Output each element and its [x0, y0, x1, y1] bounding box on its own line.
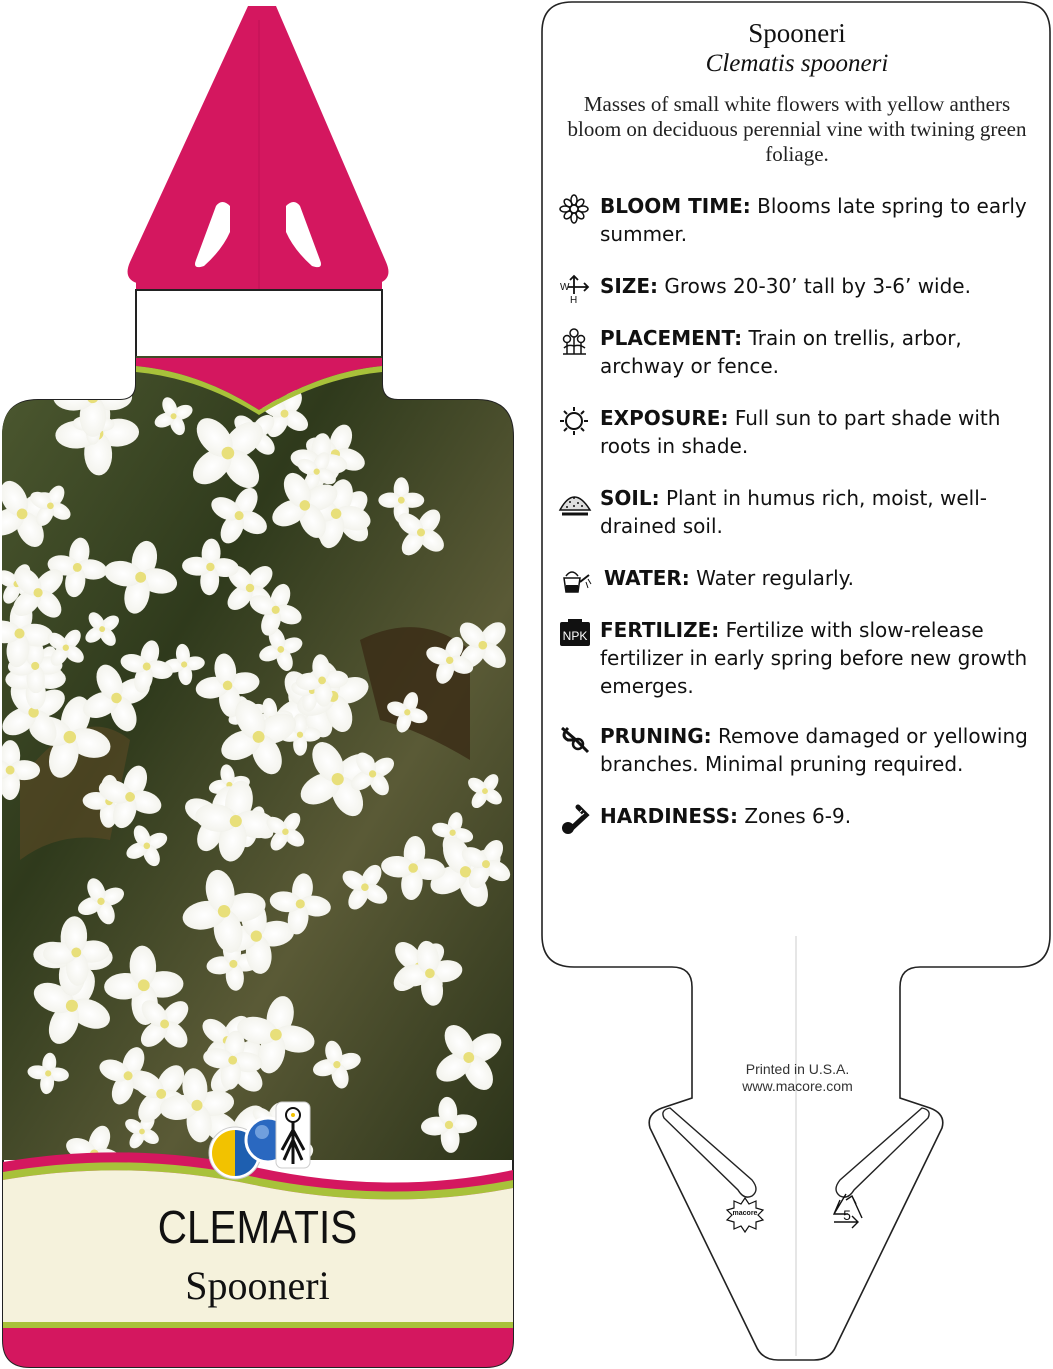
printed-info [700, 1061, 895, 1095]
care-text: Fertilize with slow-release fertilizer in early spring before new growth emerges. [600, 618, 1028, 698]
care-label: BLOOM TIME: [600, 194, 751, 218]
care-text: Water regularly. [696, 566, 855, 590]
placement-plants-icon [558, 326, 592, 356]
plant-cultivar: Spooneri [185, 1263, 330, 1308]
care-label: FERTILIZE: [600, 618, 720, 642]
care-pruning [556, 722, 1042, 778]
care-text: Blooms late spring to early summer. [600, 194, 1027, 246]
care-label: EXPOSURE: [600, 406, 729, 430]
npk-fertilizer-icon [558, 618, 592, 648]
care-soil [556, 484, 1042, 540]
care-text: Remove damaged or yellowing branches. Minimal pruning required. [600, 724, 1028, 776]
sun-icon [558, 406, 592, 436]
care-label: WATER: [604, 566, 690, 590]
size-arrows-icon [558, 274, 592, 304]
svg-text:H: H [570, 295, 578, 304]
printed-line: Printed in U.S.A. [745, 1061, 850, 1077]
botanical-name: Clematis spooneri [705, 50, 889, 77]
website: www.macore.com [742, 1078, 853, 1094]
pruning-shears-icon [558, 724, 592, 754]
flower-icon [558, 194, 592, 224]
watering-can-icon [558, 566, 592, 596]
care-label: PRUNING: [600, 724, 712, 748]
svg-text:macore: macore [732, 1210, 758, 1217]
svg-text:NPK: NPK [562, 629, 588, 643]
care-label: PLACEMENT: [600, 326, 743, 350]
soil-pile-icon [558, 486, 592, 516]
care-exposure [556, 404, 1042, 460]
care-label: SIZE: [600, 274, 659, 298]
care-size [556, 272, 1042, 304]
plant-description: Masses of small white flowers with yellow anthers bloom on deciduous perennial vine with twining green foliage. [567, 92, 1027, 166]
care-fertilize [556, 616, 1042, 700]
care-text: Plant in humus rich, moist, well-drained soil. [600, 486, 987, 538]
care-text: Zones 6-9. [744, 804, 852, 828]
care-hardiness [556, 802, 1042, 830]
care-text: Full sun to part shade with roots in shade. [600, 406, 1001, 458]
svg-text:5: 5 [843, 1207, 851, 1223]
back-title: Spooneri [748, 18, 846, 48]
plant-genus: CLEMATIS [157, 1201, 358, 1253]
care-label: HARDINESS: [600, 804, 738, 828]
care-label: SOIL: [600, 486, 660, 510]
care-placement [556, 324, 1042, 380]
care-bloom-time [556, 192, 1042, 248]
svg-text:W: W [560, 282, 570, 293]
care-water [556, 564, 1042, 592]
thermometer-icon [558, 804, 592, 834]
care-text: Train on trellis, arbor, archway or fence. [600, 326, 962, 378]
care-text: Grows 20-30’ tall by 3-6’ wide. [664, 274, 971, 298]
